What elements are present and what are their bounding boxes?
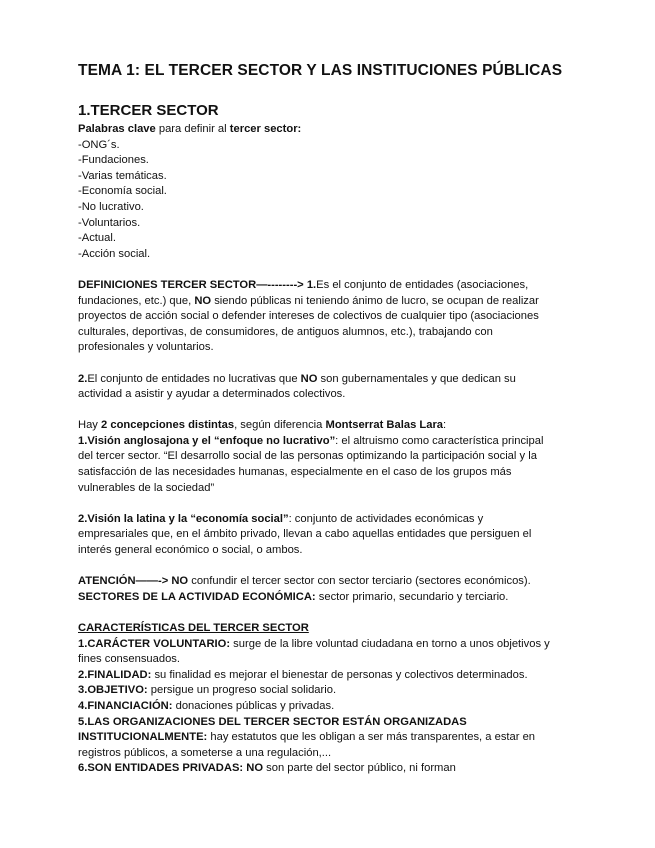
characteristic-title: INSTITUCIONALMENTE: [78,731,208,744]
keyword-item: -Economía social. [78,185,167,198]
characteristic-item [78,699,578,715]
document-body [78,122,578,777]
vision-2-line: interés general económico o social, o ambos. [78,544,303,557]
characteristic-item [78,683,578,699]
keyword-item: -Acción social. [78,247,151,260]
keyword-item: -Actual. [78,232,116,245]
definition-2-line: actividad a asistir y ayudar a determinados colectivos. [78,388,346,401]
characteristic-item [78,668,578,684]
vision-1-line: vulnerables de la sociedad” [78,481,215,494]
characteristic-text: son parte del sector público, ni forman [263,762,456,775]
vision-2-text: : conjunto de actividades económicas y [288,512,484,525]
characteristic-item: 5.LAS ORGANIZACIONES DEL TERCER SECTOR ESTÁN ORGANIZADAS [78,715,467,728]
characteristic-title: 3.OBJETIVO: [78,684,148,697]
attention-line [78,574,578,590]
vision-2-title: 2.Visión la latina y la “economía social” [78,512,289,525]
characteristic-item [78,730,578,746]
definition-text: son gubernamentales y que dedican su [317,372,516,385]
characteristic-title: 6.SON ENTIDADES PRIVADAS: NO [78,762,264,775]
definition-emphasis: NO [300,372,318,385]
definition-1-line [78,278,578,294]
sectors-text: sector primario, secundario y terciario. [315,590,509,603]
characteristic-text: surge de la libre voluntad ciudadana en torno a unos objetivos y [230,637,550,650]
attention-label: ATENCIÓN——-> NO [78,575,189,588]
definition-2-line [78,372,578,388]
conceptions-emphasis: 2 concepciones distintas [101,419,235,432]
characteristic-item: fines consensuados. [78,653,180,666]
sectors-label: SECTORES DE LA ACTIVIDAD ECONÓMICA: [78,590,316,603]
characteristic-text: donaciones públicas y privadas. [172,699,335,712]
document-title: TEMA 1: EL TERCER SECTOR Y LAS INSTITUCIONES PÚBLICAS [78,62,563,79]
author-name: Montserrat Balas Lara [325,419,444,432]
characteristics-heading: CARACTERÍSTICAS DEL TERCER SECTOR [78,622,309,634]
characteristic-item [78,761,578,777]
characteristic-text: hay estatutos que les obligan a ser más transparentes, a estar en [207,731,536,744]
conceptions-text: Hay [78,419,102,432]
characteristic-text: persigue un progreso social solidario. [147,684,337,697]
vision-1-line [78,434,578,450]
definition-text: Es el conjunto de entidades (asociaciones, [316,278,529,291]
definition-text: fundaciones, etc.) que, [78,294,195,307]
definition-1-line: culturales, deportivas, de consumidores, de antiguos alumnos, etc.), trabajando con [78,325,493,338]
keyword-item: -Varias temáticas. [78,169,167,182]
conceptions-intro [78,418,578,434]
conceptions-text: , según diferencia [234,419,326,432]
section-heading-tercer-sector: 1.TERCER SECTOR [78,102,219,119]
vision-1-text: : el altruismo como característica principal [335,434,544,447]
vision-1-line: del tercer sector. “El desarrollo social de las personas optimizando la participación social y la [78,450,537,463]
definition-emphasis: NO [194,294,212,307]
definition-1-line [78,294,578,310]
keyword-item: -Voluntarios. [78,216,141,229]
keyword-item: -Fundaciones. [78,154,149,167]
definitions-label: DEFINICIONES TERCER SECTOR—--------> 1. [78,278,317,291]
keyword-item: -No lucrativo. [78,200,144,213]
characteristic-title: 1.CARÁCTER VOLUNTARIO: [78,637,231,650]
attention-text: confundir el tercer sector con sector terciario (sectores económicos). [188,575,531,588]
conceptions-text: : [443,419,447,432]
definition-2-number: 2. [78,372,88,385]
keywords-intro [78,122,578,138]
definition-1-line: proyectos de acción social o defender intereses de colectivos de cualquier tipo (asociaciones [78,310,539,323]
characteristic-item: registros públicos, a someterse a una regulación,... [78,746,332,759]
definition-1-line: profesionales y voluntarios. [78,341,214,354]
characteristic-title: 4.FINANCIACIÓN: [78,699,173,712]
vision-2-line [78,512,578,528]
keyword-item: -ONG´s. [78,138,120,151]
vision-1-title: 1.Visión anglosajona y el “enfoque no lucrativo” [78,434,336,447]
vision-1-line: satisfacción de las necesidades humanas, especialmente en el caso de los grupos más [78,466,512,479]
characteristic-text: su finalidad es mejorar el bienestar de personas y colectivos determinados. [151,668,528,681]
vision-2-line: empresariales que, en el ámbito privado, llevan a cabo aquellas entidades que persiguen el [78,528,532,541]
keywords-intro-text: para definir al [155,123,230,135]
definition-text: El conjunto de entidades no lucrativas que [87,372,301,385]
keywords-label: Palabras clave [78,123,156,135]
definition-text: siendo públicas ni teniendo ánimo de lucro, se ocupan de realizar [211,294,539,307]
sectors-line [78,590,578,606]
keywords-term: tercer sector: [229,123,302,135]
characteristic-title: 2.FINALIDAD: [78,668,152,681]
characteristic-item [78,637,578,653]
